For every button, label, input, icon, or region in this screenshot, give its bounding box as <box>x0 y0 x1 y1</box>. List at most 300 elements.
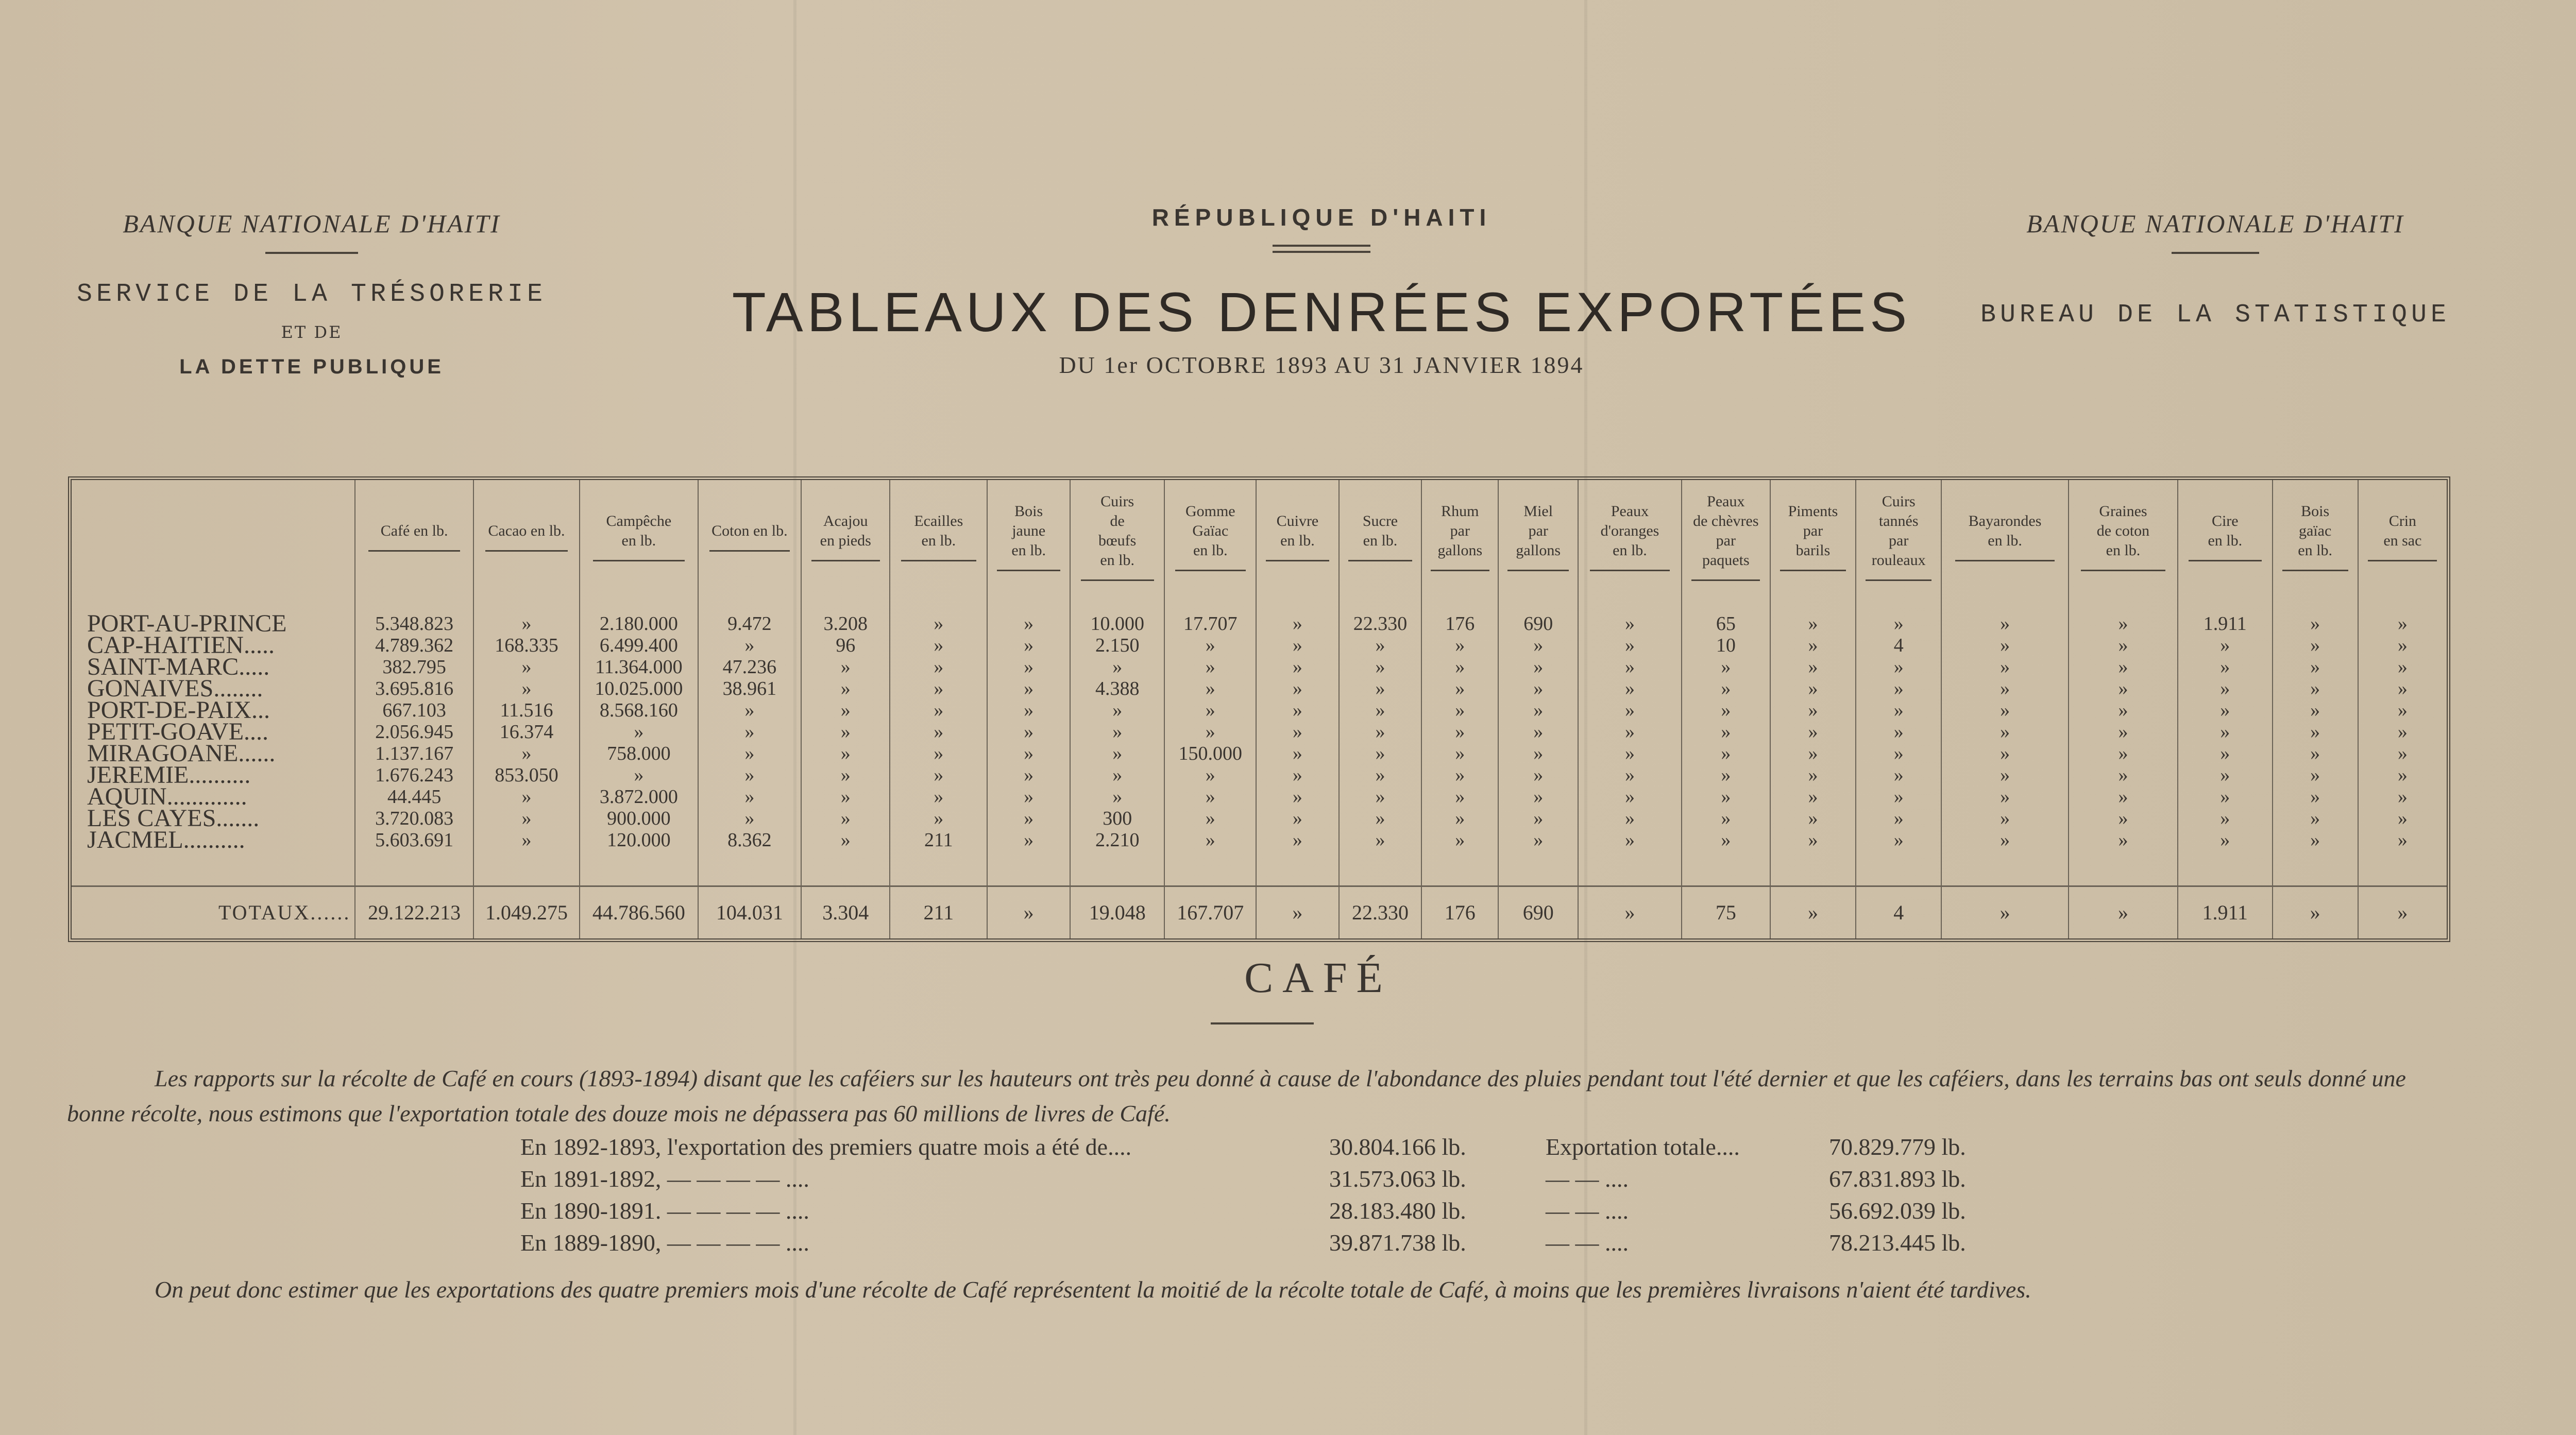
table-cell: » <box>1533 656 1544 678</box>
cafe-title: CAFÉ <box>1244 954 1392 1002</box>
column-header <box>1856 480 1941 592</box>
column-header-line: en pieds <box>820 532 871 549</box>
header-underline <box>1175 570 1246 571</box>
table-cell: 16.374 <box>499 721 554 743</box>
table-cell: » <box>934 678 944 699</box>
table-cell: » <box>1375 635 1385 656</box>
page-subtitle: DU 1er OCTOBRE 1893 AU 31 JANVIER 1894 <box>1059 352 1584 378</box>
table-cell-column <box>2273 592 2358 886</box>
header-center <box>670 203 1973 379</box>
header-underline <box>1348 560 1412 561</box>
header-underline <box>1955 560 2054 561</box>
column-header <box>698 480 802 592</box>
exports-table <box>68 476 2450 942</box>
column-header-line: en lb. <box>921 532 956 549</box>
table-cell: » <box>1024 786 1034 808</box>
table-cell: » <box>1893 613 1904 635</box>
table-cell: » <box>1533 808 1544 829</box>
left-service-line2: ET DE <box>281 322 343 342</box>
table-cell: » <box>1808 764 1818 786</box>
stats-row <box>520 1229 2066 1261</box>
table-cell: » <box>1808 786 1818 808</box>
table-cell: » <box>2118 656 2128 678</box>
table-cell: » <box>1375 786 1385 808</box>
place-name: JACMEL.......... <box>87 826 245 853</box>
column-header <box>1164 480 1256 592</box>
table-cell: » <box>1205 678 1215 699</box>
column-header <box>1682 480 1770 592</box>
table-cell: » <box>840 656 851 678</box>
column-header <box>355 480 473 592</box>
table-cell-column <box>987 592 1070 886</box>
total-cell: 167.707 <box>1164 886 1256 939</box>
table-cell: » <box>840 786 851 808</box>
table-cell: » <box>1533 678 1544 699</box>
table-cell: » <box>1292 829 1302 851</box>
column-header-line: en lb. <box>1280 532 1315 549</box>
stats-label: En 1891-1892, — — — — .... <box>520 1166 809 1192</box>
table-cell: » <box>744 721 755 743</box>
table-cell-column <box>1070 592 1164 886</box>
cafe-paragraph-1: Les rapports sur la récolte de Café en cours (1893-1894) disant que les caféiers sur les hauteurs ont très peu donné à cause de l'abondance des pluies pendant tout l'été dernier et que les caféiers, dans les terrains bas ont seuls donné une bonne récolte, nous estimons que l'exportation totale des douze mois ne dépassera pas 60 millions de livres de Café. <box>67 1065 2406 1126</box>
table-cell: » <box>1024 743 1034 764</box>
column-header-line: Cuirs <box>1100 492 1134 510</box>
table-cell: » <box>1292 699 1302 721</box>
table-cell: » <box>1292 764 1302 786</box>
table-cell: » <box>1024 678 1034 699</box>
column-header-line: Café en lb. <box>380 522 448 539</box>
table-cell-column <box>1339 592 1422 886</box>
table-cell: » <box>2310 743 2320 764</box>
cafe-stats <box>520 1133 2066 1261</box>
total-cell: » <box>1941 886 2069 939</box>
total-cell: » <box>987 886 1070 939</box>
table-cell: » <box>934 699 944 721</box>
table-cell: » <box>1721 656 1731 678</box>
header-underline <box>811 560 880 561</box>
column-header-line: en lb. <box>1193 541 1228 559</box>
table-cell: » <box>1292 613 1302 635</box>
table-cell: » <box>1893 721 1904 743</box>
table-cell-column <box>355 592 473 886</box>
table-cell: » <box>2220 678 2230 699</box>
table-cell: 96 <box>836 635 856 656</box>
right-bureau: BUREAU DE LA STATISTIQUE <box>1980 300 2451 330</box>
total-cell: 211 <box>890 886 987 939</box>
table-cell: » <box>1455 699 1465 721</box>
column-header <box>1256 480 1339 592</box>
table-cell: » <box>2000 829 2010 851</box>
table-cell-column <box>1770 592 1856 886</box>
table-cell: » <box>1624 635 1635 656</box>
stats-value: 39.871.738 lb. <box>1329 1229 1466 1256</box>
table-cell: » <box>1375 656 1385 678</box>
total-cell: » <box>2358 886 2447 939</box>
column-header-line: par <box>1528 522 1548 539</box>
table-cell: » <box>1205 829 1215 851</box>
table-cell: » <box>840 721 851 743</box>
table-cell: » <box>1455 656 1465 678</box>
column-header-line: en lb. <box>2106 541 2141 559</box>
column-header <box>473 480 580 592</box>
table-cell: » <box>1533 721 1544 743</box>
table-cell: 300 <box>1103 808 1132 829</box>
table-cell: 11.516 <box>500 699 553 721</box>
table-cell: 10.000 <box>1090 613 1144 635</box>
total-cell: » <box>1578 886 1682 939</box>
table-cell: » <box>934 786 944 808</box>
total-cell: 3.304 <box>801 886 890 939</box>
table-cell: 17.707 <box>1183 613 1238 635</box>
table-cell: » <box>744 699 755 721</box>
table-cell: » <box>2000 678 2010 699</box>
table-cell: » <box>1808 635 1818 656</box>
header-underline <box>1691 579 1760 581</box>
column-header-line: gaïac <box>2298 522 2332 539</box>
column-header-line: en lb. <box>2208 532 2243 549</box>
table-cell: » <box>2397 699 2408 721</box>
stats-value: 28.183.480 lb. <box>1329 1198 1466 1224</box>
table-cell: » <box>1808 721 1818 743</box>
column-header-line: Campêche <box>606 512 672 529</box>
table-cell-column <box>580 592 698 886</box>
place-name: PORT-DE-PAIX... <box>87 696 270 724</box>
table-cell: » <box>521 829 532 851</box>
table-cell: » <box>1893 678 1904 699</box>
table-cell: » <box>840 764 851 786</box>
table-cell: 1.137.167 <box>375 743 454 764</box>
column-header-line: Cuirs <box>1882 492 1916 510</box>
header-underline <box>1780 570 1846 571</box>
table-cell: » <box>744 786 755 808</box>
table-cell: » <box>1455 678 1465 699</box>
table-cell: » <box>521 743 532 764</box>
column-header-line: de coton <box>2096 522 2150 539</box>
column-header-line: Gaïac <box>1192 522 1229 539</box>
column-header-line: en lb. <box>1100 551 1135 569</box>
table-cell-column <box>1682 592 1770 886</box>
column-header <box>580 480 698 592</box>
table-cell: » <box>1624 678 1635 699</box>
table-cell: » <box>1024 721 1034 743</box>
table-cell: » <box>2397 743 2408 764</box>
table-cell: » <box>2310 829 2320 851</box>
table-cell-column <box>1856 592 1941 886</box>
table-body-row <box>72 592 2447 886</box>
column-header-line: Acajou <box>823 512 868 529</box>
total-cell: 44.786.560 <box>580 886 698 939</box>
table-cell: » <box>1024 656 1034 678</box>
table-cell: » <box>2397 764 2408 786</box>
table-cell: » <box>1624 613 1635 635</box>
table-cell: » <box>1808 829 1818 851</box>
table-cell: » <box>1205 656 1215 678</box>
table-cell: 22.330 <box>1353 613 1408 635</box>
table-cell: » <box>1893 829 1904 851</box>
column-header-line: bœufs <box>1098 532 1137 549</box>
column-header <box>1421 480 1498 592</box>
table-cell: » <box>1024 613 1034 635</box>
column-header <box>1070 480 1164 592</box>
column-header-line: Ecailles <box>914 512 963 529</box>
right-bank-name: BANQUE NATIONALE D'HAITI <box>2026 209 2404 238</box>
table-cell: » <box>1808 678 1818 699</box>
column-header-line: Gomme <box>1185 502 1235 520</box>
place-name: AQUIN............. <box>87 783 247 810</box>
table-cell-column <box>698 592 802 886</box>
column-header-line: Sucre <box>1362 512 1398 529</box>
column-header-line: jaune <box>1012 522 1046 539</box>
table-cell: 1.911 <box>2203 613 2247 635</box>
table-cell: » <box>1024 808 1034 829</box>
table-cell-column <box>473 592 580 886</box>
stats-total: 78.213.445 lb. <box>1829 1229 1966 1256</box>
table-cell: » <box>1533 764 1544 786</box>
header-underline <box>593 560 685 561</box>
column-header <box>1578 480 1682 592</box>
table-cell: » <box>1455 808 1465 829</box>
table-cell: » <box>1721 808 1731 829</box>
table-cell: » <box>2000 699 2010 721</box>
table-cell: » <box>1533 699 1544 721</box>
table-cell: » <box>2310 656 2320 678</box>
table-cell: 2.056.945 <box>375 721 454 743</box>
table-cell: » <box>1292 743 1302 764</box>
column-header-line: Rhum <box>1441 502 1479 520</box>
table-cell: » <box>634 721 644 743</box>
header-underline <box>1507 570 1569 571</box>
column-header-line: Miel <box>1523 502 1553 520</box>
column-header <box>2069 480 2178 592</box>
column-header-line: Piments <box>1788 502 1838 520</box>
column-header-line: gallons <box>1516 541 1561 559</box>
column-header-line: en lb. <box>621 532 656 549</box>
table-cell-column <box>1164 592 1256 886</box>
table-cell: » <box>1893 764 1904 786</box>
table-cell: » <box>2220 808 2230 829</box>
header-underline <box>2282 570 2348 571</box>
table-cell: » <box>1024 635 1034 656</box>
total-cell: 75 <box>1682 886 1770 939</box>
table-cell: » <box>1721 678 1731 699</box>
place-name: PETIT-GOAVE.... <box>87 718 269 745</box>
table-cell: » <box>2000 808 2010 829</box>
stats-row <box>520 1133 2066 1165</box>
column-header <box>2358 480 2447 592</box>
table-cell: » <box>1721 699 1731 721</box>
table-cell-column <box>801 592 890 886</box>
header-underline <box>485 550 568 552</box>
table-cell: » <box>2118 786 2128 808</box>
table-cell: » <box>2220 721 2230 743</box>
table-cell: » <box>1624 656 1635 678</box>
table-cell: » <box>1292 721 1302 743</box>
table-cell: » <box>840 829 851 851</box>
column-header-line: de <box>1110 512 1125 529</box>
stats-label: En 1892-1893, l'exportation des premiers quatre mois a été de.... <box>520 1134 1132 1160</box>
table-cell: » <box>744 743 755 764</box>
table-cell: » <box>2310 764 2320 786</box>
column-header-line: Peaux <box>1611 502 1649 520</box>
page-title: TABLEAUX DES DENRÉES EXPORTÉES <box>732 281 1911 343</box>
total-cell: 1.911 <box>2178 886 2272 939</box>
table-cell: » <box>1375 764 1385 786</box>
table-cell: 4 <box>1893 635 1904 656</box>
table-cell: 853.050 <box>495 764 558 786</box>
totals-row <box>72 886 2447 939</box>
table-cell: » <box>1292 678 1302 699</box>
place-column-header <box>72 480 355 592</box>
table-cell: » <box>2397 829 2408 851</box>
table-cell: » <box>1375 743 1385 764</box>
column-header-line: Coton en lb. <box>711 522 788 539</box>
table-cell: » <box>1721 721 1731 743</box>
table-cell: 10 <box>1716 635 1736 656</box>
table-cell: » <box>1455 786 1465 808</box>
table-cell: » <box>1375 808 1385 829</box>
table-cell-column <box>2358 592 2447 886</box>
column-header <box>1498 480 1578 592</box>
table-cell: » <box>1375 699 1385 721</box>
table-cell: » <box>1624 743 1635 764</box>
stats-value: 31.573.063 lb. <box>1329 1166 1466 1192</box>
table-cell: » <box>2397 721 2408 743</box>
table-cell: 9.472 <box>727 613 772 635</box>
stats-total-label: — — .... <box>1546 1198 1629 1224</box>
total-cell: 104.031 <box>698 886 802 939</box>
table-cell: » <box>1455 743 1465 764</box>
stats-total-label: — — .... <box>1546 1166 1629 1192</box>
column-header-line: gallons <box>1437 541 1483 559</box>
table-cell: » <box>934 613 944 635</box>
table-cell: » <box>1455 635 1465 656</box>
header-left <box>67 209 556 379</box>
total-cell: 22.330 <box>1339 886 1422 939</box>
table-cell: » <box>1024 829 1034 851</box>
table-cell: » <box>2000 635 2010 656</box>
place-name: PORT-AU-PRINCE <box>87 610 287 637</box>
table-cell: » <box>1024 699 1034 721</box>
table-cell: » <box>521 678 532 699</box>
table-cell: » <box>934 764 944 786</box>
table-cell: » <box>744 635 755 656</box>
table-cell: » <box>1624 808 1635 829</box>
total-cell: » <box>2069 886 2178 939</box>
column-header-line: Bayarondes <box>1968 512 2042 529</box>
column-header-line: en lb. <box>1363 532 1398 549</box>
table-cell: » <box>1375 829 1385 851</box>
table-cell: » <box>1808 613 1818 635</box>
table-cell: » <box>2397 613 2408 635</box>
column-header-line: Bois <box>2301 502 2330 520</box>
place-name: LES CAYES....... <box>87 805 260 832</box>
column-header-line: d'oranges <box>1600 522 1659 539</box>
table-cell: » <box>1893 786 1904 808</box>
table-cell: » <box>1455 764 1465 786</box>
column-header-line: paquets <box>1702 551 1750 569</box>
table-cell: » <box>2310 678 2320 699</box>
stats-row <box>520 1165 2066 1197</box>
stats-total-label: Exportation totale.... <box>1546 1134 1740 1160</box>
table-cell: » <box>1455 829 1465 851</box>
table-cell: 2.210 <box>1095 829 1140 851</box>
table-cell: » <box>1624 699 1635 721</box>
table-cell: » <box>2310 699 2320 721</box>
table-cell-column <box>2178 592 2272 886</box>
column-header <box>801 480 890 592</box>
header-underline <box>709 550 790 552</box>
table-cell: » <box>1721 786 1731 808</box>
left-rule <box>265 252 358 254</box>
table-cell: » <box>1292 786 1302 808</box>
table-cell: » <box>2000 743 2010 764</box>
header-underline <box>1431 570 1489 571</box>
table-cell: » <box>2310 635 2320 656</box>
table-cell: 5.603.691 <box>375 829 454 851</box>
table-cell: » <box>1533 786 1544 808</box>
table-cell: » <box>2220 829 2230 851</box>
table-cell: 4.789.362 <box>375 635 454 656</box>
table-cell: » <box>2397 808 2408 829</box>
total-cell: » <box>2273 886 2358 939</box>
table-cell: » <box>2118 635 2128 656</box>
table-cell: » <box>1893 699 1904 721</box>
place-name: MIRAGOANE...... <box>87 740 276 767</box>
table-cell: 2.150 <box>1095 635 1140 656</box>
place-column <box>72 592 355 886</box>
stats-value: 30.804.166 lb. <box>1329 1134 1466 1160</box>
table-cell: » <box>1721 743 1731 764</box>
total-cell: 690 <box>1498 886 1578 939</box>
place-name: JEREMIE.......... <box>87 761 251 789</box>
total-cell: 19.048 <box>1070 886 1164 939</box>
table-cell: » <box>2000 721 2010 743</box>
header-underline <box>1081 579 1154 581</box>
column-header-line: Graines <box>2099 502 2147 520</box>
table-cell: » <box>2000 786 2010 808</box>
table-cell: 11.364.000 <box>595 656 683 678</box>
place-name: SAINT-MARC..... <box>87 653 270 680</box>
header-underline <box>2368 560 2437 561</box>
table-cell: » <box>1375 721 1385 743</box>
column-header-line: Cire <box>2211 512 2239 529</box>
table-cell: » <box>1024 764 1034 786</box>
table-cell: » <box>2118 613 2128 635</box>
column-header-line: en lb. <box>1011 541 1046 559</box>
table-cell: 10.025.000 <box>595 678 683 699</box>
table-cell: » <box>2397 786 2408 808</box>
table-cell: » <box>2220 656 2230 678</box>
table-cell: » <box>2118 699 2128 721</box>
header-underline <box>1866 579 1931 581</box>
table-cell: » <box>1112 721 1123 743</box>
table-cell: » <box>840 743 851 764</box>
cafe-paragraph-2: On peut donc estimer que les exportations des quatre premiers mois d'une récolte de Café représentent la moitié de la récolte totale de Café, à moins que les premières livraisons n'aient été tardives. <box>155 1276 2031 1303</box>
table-cell-column <box>1256 592 1339 886</box>
table-cell: » <box>521 613 532 635</box>
table-cell: 44.445 <box>387 786 442 808</box>
table-cell-column <box>1498 592 1578 886</box>
table-cell: » <box>934 656 944 678</box>
table-cell: » <box>1292 808 1302 829</box>
stats-total: 70.829.779 lb. <box>1829 1134 1966 1160</box>
table-cell: 3.872.000 <box>599 786 678 808</box>
table-cell: » <box>2397 678 2408 699</box>
table-cell: » <box>840 808 851 829</box>
table-cell: » <box>2118 678 2128 699</box>
place-name: CAP-HAITIEN..... <box>87 631 275 659</box>
column-header <box>1941 480 2069 592</box>
